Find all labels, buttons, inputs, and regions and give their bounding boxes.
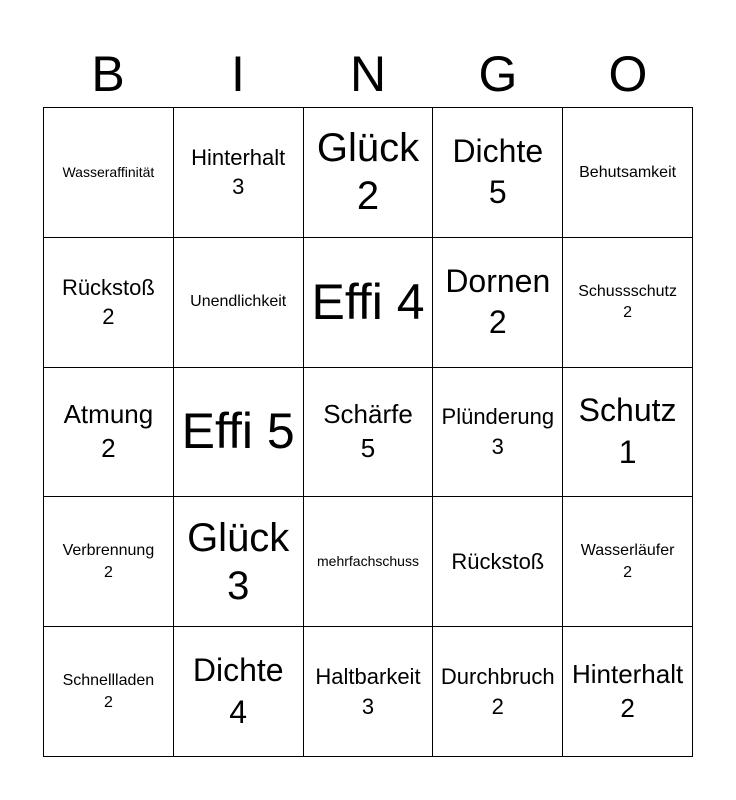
- header-letter-b: B: [91, 46, 125, 102]
- cell-label: Schnellladen 2: [62, 672, 155, 711]
- bingo-cell[interactable]: [174, 108, 304, 238]
- bingo-cell[interactable]: [174, 497, 304, 627]
- bingo-cell[interactable]: [304, 627, 434, 757]
- bingo-cell[interactable]: [44, 497, 174, 627]
- bingo-cell[interactable]: [304, 497, 434, 627]
- cell-label: Dichte 5: [452, 132, 544, 211]
- bingo-board: [43, 107, 693, 757]
- bingo-cell[interactable]: [174, 368, 304, 498]
- bingo-cell[interactable]: [433, 368, 563, 498]
- bingo-cell[interactable]: [433, 627, 563, 757]
- bingo-cell[interactable]: [174, 238, 304, 368]
- cell-label: Dichte 4: [192, 652, 284, 730]
- header-letter-g: G: [478, 46, 518, 102]
- cell-label: Schärfe 5: [323, 399, 413, 463]
- bingo-cell[interactable]: [44, 368, 174, 498]
- bingo-header: [43, 40, 693, 108]
- bingo-cell[interactable]: [44, 238, 174, 368]
- bingo-cell[interactable]: [44, 108, 174, 238]
- bingo-cell[interactable]: [174, 627, 304, 757]
- cell-label: Wasseraffinität: [62, 163, 155, 180]
- cell-label: Unendlichkeit: [190, 293, 287, 311]
- cell-label: Schussschutz 2: [578, 282, 677, 322]
- bingo-cell[interactable]: [304, 108, 434, 238]
- header-letter-i: I: [231, 46, 245, 102]
- bingo-cell[interactable]: [563, 368, 693, 498]
- cell-label: Glück 3: [187, 515, 290, 608]
- bingo-cell[interactable]: [563, 497, 693, 627]
- cell-label: Haltbarkeit 3: [315, 663, 421, 719]
- cell-label: Plünderung 3: [441, 404, 555, 459]
- bingo-cell[interactable]: [563, 627, 693, 757]
- cell-label: Glück 2: [316, 126, 420, 219]
- bingo-cell[interactable]: [433, 238, 563, 368]
- bingo-cell[interactable]: [44, 627, 174, 757]
- bingo-cell[interactable]: [304, 368, 434, 498]
- cell-label: mehrfachschuss: [317, 552, 419, 569]
- cell-label: Behutsamkeit: [579, 163, 677, 181]
- header-letter-n: N: [349, 46, 387, 102]
- cell-label: Wasserläufer 2: [580, 542, 675, 581]
- cell-label: Atmung 2: [63, 399, 154, 463]
- bingo-cell[interactable]: [563, 238, 693, 368]
- cell-label: Schutz 1: [578, 392, 677, 470]
- bingo-cell[interactable]: [304, 238, 434, 368]
- bingo-cell[interactable]: [433, 497, 563, 627]
- header-letter-o: O: [608, 46, 648, 102]
- cell-label: Dornen 2: [445, 262, 551, 341]
- cell-label: Durchbruch 2: [440, 663, 555, 719]
- bingo-cell[interactable]: [563, 108, 693, 238]
- cell-label: Hinterhalt 3: [191, 144, 286, 200]
- cell-label: Effi 4: [311, 273, 425, 330]
- cell-label: Effi 5: [181, 403, 295, 460]
- cell-label: Hinterhalt 2: [571, 658, 684, 723]
- bingo-cell[interactable]: [433, 108, 563, 238]
- cell-label: Rückstoß 2: [61, 274, 155, 330]
- cell-label: Rückstoß: [451, 548, 545, 574]
- cell-label: Verbrennung 2: [62, 542, 155, 581]
